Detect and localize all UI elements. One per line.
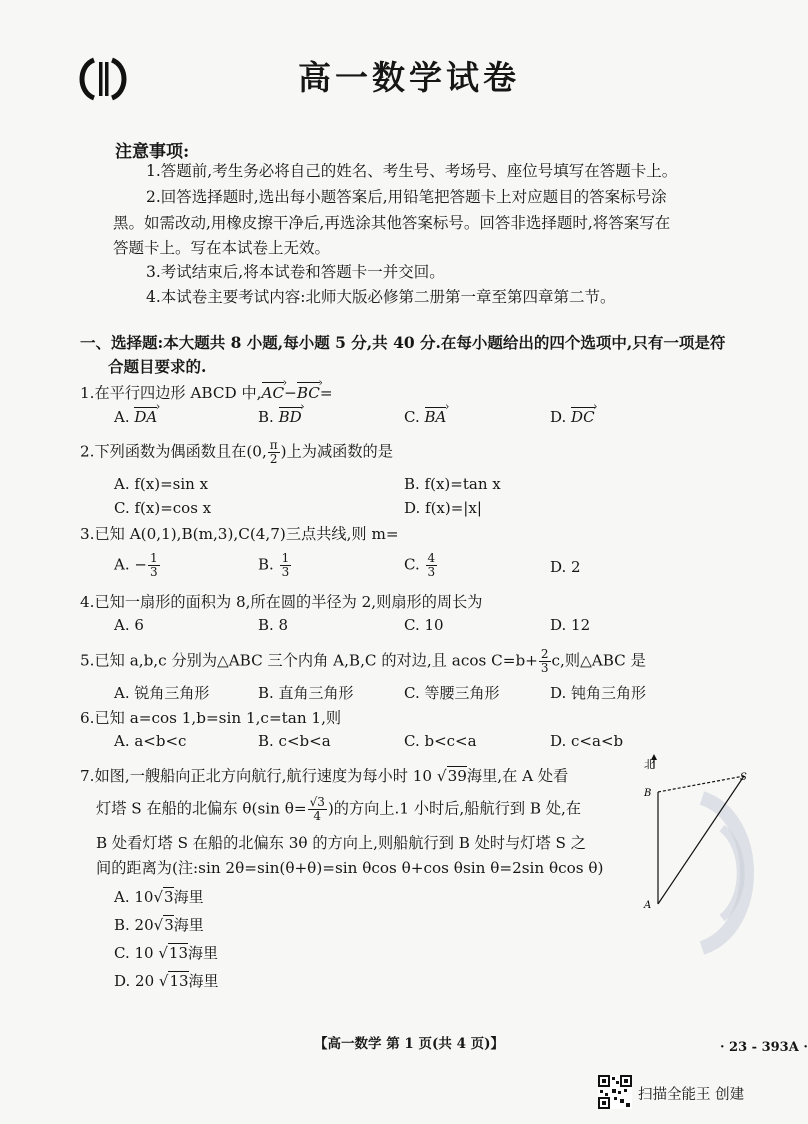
- q3-option-a[interactable]: A. − $\frac{1}{3}$: [114, 551, 158, 579]
- label-b: B: [644, 788, 652, 799]
- q6-option-d[interactable]: D. c<a<b: [550, 732, 624, 750]
- q5-option-a[interactable]: A. 锐角三角形: [114, 684, 210, 702]
- page-title: 高一数学试卷: [298, 58, 520, 97]
- notice-line-6: 4.本试卷主要考试内容:北师大版必修第二册第一章至第四章第二节。: [146, 288, 616, 306]
- notice-heading: 注意事项:: [115, 142, 190, 162]
- paper-code: · 23 - 393A ·: [720, 1040, 808, 1055]
- question-1: 1.在平行四边形 ABCD 中,AC ›−BC ›=: [80, 381, 333, 405]
- q7-option-b[interactable]: B. 20√3海里: [114, 916, 204, 934]
- question-4: 4.已知一扇形的面积为 8,所在圆的半径为 2,则扇形的周长为: [80, 593, 483, 611]
- question-7-line-3: B 处看灯塔 S 在船的北偏东 3θ 的方向上,则船航行到 B 处时与灯塔 S 之: [96, 834, 586, 852]
- q4-option-a[interactable]: A. 6: [114, 616, 144, 634]
- q6-option-c[interactable]: C. b<c<a: [404, 732, 477, 750]
- vector-bc: BC ›: [297, 381, 320, 405]
- notice-line-4: 答题卡上。写在本试卷上无效。: [113, 239, 331, 257]
- page-footer: 【高一数学 第 1 页(共 4 页)】: [314, 1036, 505, 1052]
- q1-option-d[interactable]: D. DC ›: [550, 406, 595, 428]
- q6-option-b[interactable]: B. c<b<a: [258, 732, 331, 750]
- notice-line-1: 1.答题前,考生务必将自己的姓名、考生号、考场号、座位号填写在答题卡上。: [146, 162, 678, 180]
- q4-option-c[interactable]: C. 10: [404, 616, 444, 634]
- question-7-line-2: 灯塔 S 在船的北偏东 θ(sin θ= $\frac{√3}{4}$ )的方向上.1 小时后,船航行到 B 处,在: [96, 795, 582, 823]
- notice-line-2: 2.回答选择题时,选出每小题答案后,用铅笔把答题卡上对应题目的答案标号涂: [146, 188, 667, 206]
- q5-option-b[interactable]: B. 直角三角形: [258, 684, 354, 702]
- q5-option-d[interactable]: D. 钝角三角形: [550, 684, 647, 702]
- vector-ac: AC ›: [262, 381, 285, 405]
- label-a: A: [644, 900, 652, 911]
- q7-option-c[interactable]: C. 10 √13海里: [114, 944, 219, 962]
- section-heading: 一、选择题:本大题共 8 小题,每小题 5 分,共 40 分.在每小题给出的四个选项中,只有一项是符: [80, 333, 726, 352]
- q3-option-b[interactable]: B. $\frac{1}{3}$: [258, 551, 290, 579]
- notice-line-3: 黑。如需改动,用橡皮擦干净后,再选涂其他答案标号。回答非选择题时,将答案写在: [113, 214, 671, 232]
- q6-option-a[interactable]: A. a<b<c: [114, 732, 187, 750]
- q4-option-d[interactable]: D. 12: [550, 616, 591, 634]
- section-heading-cont: 合题目要求的.: [108, 357, 207, 376]
- notice-line-5: 3.考试结束后,将本试卷和答题卡一并交回。: [146, 263, 445, 281]
- question-2: 2.下列函数为偶函数且在(0, $\frac{\pi}{2}$ )上为减函数的是: [80, 438, 393, 466]
- q2-option-d[interactable]: D. f(x)=|x|: [404, 499, 482, 517]
- q2-option-a[interactable]: A. f(x)=sin x: [114, 475, 209, 493]
- question-6: 6.已知 a=cos 1,b=sin 1,c=tan 1,则: [80, 709, 342, 727]
- question-3: 3.已知 A(0,1),B(m,3),C(4,7)三点共线,则 m=: [80, 525, 399, 543]
- q2-option-b[interactable]: B. f(x)=tan x: [404, 475, 501, 493]
- q4-option-b[interactable]: B. 8: [258, 616, 289, 634]
- q7-option-d[interactable]: D. 20 √13海里: [114, 972, 219, 990]
- label-north: 北: [644, 758, 655, 771]
- question-5: 5.已知 a,b,c 分别为△ABC 三个内角 A,B,C 的对边,且 acos C=b+ $\frac{2}{3}$ c,则△ABC 是: [80, 647, 646, 675]
- label-s: S: [740, 772, 747, 783]
- question-7-line-4: 间的距离为(注:sin 2θ=sin(θ+θ)=sin θcos θ+cos θsin θ=2sin θcos θ): [96, 859, 604, 877]
- q1-option-b[interactable]: B. BD ›: [258, 406, 302, 428]
- ship-lighthouse-figure: [628, 752, 768, 912]
- q3-option-c[interactable]: C. $\frac{4}{3}$: [404, 551, 436, 579]
- q1-option-c[interactable]: C. BA ›: [404, 406, 446, 428]
- scanner-watermark: 扫描全能王 创建: [638, 1087, 745, 1103]
- qr-code-icon: [598, 1075, 632, 1109]
- exam-logo-icon: [72, 54, 134, 104]
- q3-option-d[interactable]: D. 2: [550, 558, 581, 576]
- question-7-line-1: 7.如图,一艘船向正北方向航行,航行速度为每小时 10 √39海里,在 A 处看: [80, 767, 569, 785]
- q7-option-a[interactable]: A. 10√3海里: [114, 888, 204, 906]
- q1-option-a[interactable]: A. DA ›: [114, 406, 157, 428]
- q5-option-c[interactable]: C. 等腰三角形: [404, 684, 500, 702]
- q2-option-c[interactable]: C. f(x)=cos x: [114, 499, 212, 517]
